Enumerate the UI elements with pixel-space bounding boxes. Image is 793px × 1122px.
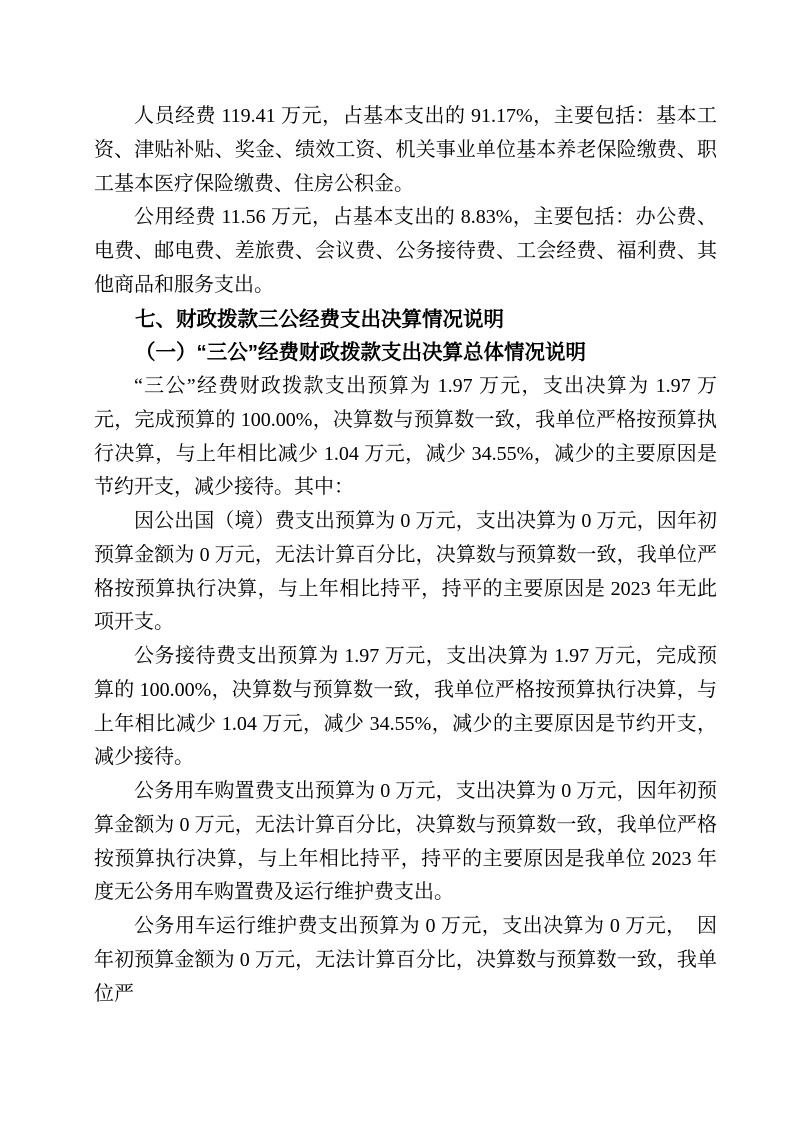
paragraph-official-vehicle-purchase-expense: 公务用车购置费支出预算为 0 万元，支出决算为 0 万元，因年初预算金额为 0 万元，无法计算百分比，决算数与预算数一致，我单位严格按预算执行决算，与上年相比持平，持平的主要原因是我单位 2023 年度无公务用车购置费及运行维护费支出。 [94,780,717,904]
paragraph-overseas-trips-expense: 因公出国（境）费支出预算为 0 万元，支出决算为 0 万元，因年初预算金额为 0 万元，无法计算百分比，决算数与预算数一致，我单位严格按预算执行决算，与上年相比持平，持平的主要原因是 2023 年无此项开支。 [94,510,717,634]
heading-section-seven-three-public-funds: 七、财政拨款三公经费支出决算情况说明 [135,307,504,331]
paragraph-public-expense: 公用经费 11.56 万元，占基本支出的 8.83%，主要包括：办公费、电费、邮电费、差旅费、会议费、公务接待费、工会经费、福利费、其他商品和服务支出。 [94,206,717,296]
paragraph-three-public-overall: “三公”经费财政拨款支出预算为 1.97 万元，支出决算为 1.97 万元，完成预算的 100.00%，决算数与预算数一致，我单位严格按预算执行决算，与上年相比减少 1.04 万元，减少 34.55%，减少的主要原因是节约开支，减少接待。其中： [94,375,717,499]
paragraph-personnel-expense: 人员经费 119.41 万元，占基本支出的 91.17%，主要包括：基本工资、津贴补贴、奖金、绩效工资、机关事业单位基本养老保险缴费、职工基本医疗保险缴费、住房公积金。 [94,105,717,195]
heading-subsection-one-overall-situation: （一）“三公”经费财政拨款支出决算总体情况说明 [135,341,586,365]
paragraph-official-vehicle-maintenance-expense: 公务用车运行维护费支出预算为 0 万元，支出决算为 0 万元， 因年初预算金额为 0 万元，无法计算百分比，决算数与预算数一致，我单位严 [94,915,717,1005]
paragraph-official-reception-expense: 公务接待费支出预算为 1.97 万元，支出决算为 1.97 万元，完成预算的 100.00%，决算数与预算数一致，我单位严格按预算执行决算，与上年相比减少 1.04 万元，减少 34.55%，减少的主要原因是节约开支，减少接待。 [94,645,717,769]
